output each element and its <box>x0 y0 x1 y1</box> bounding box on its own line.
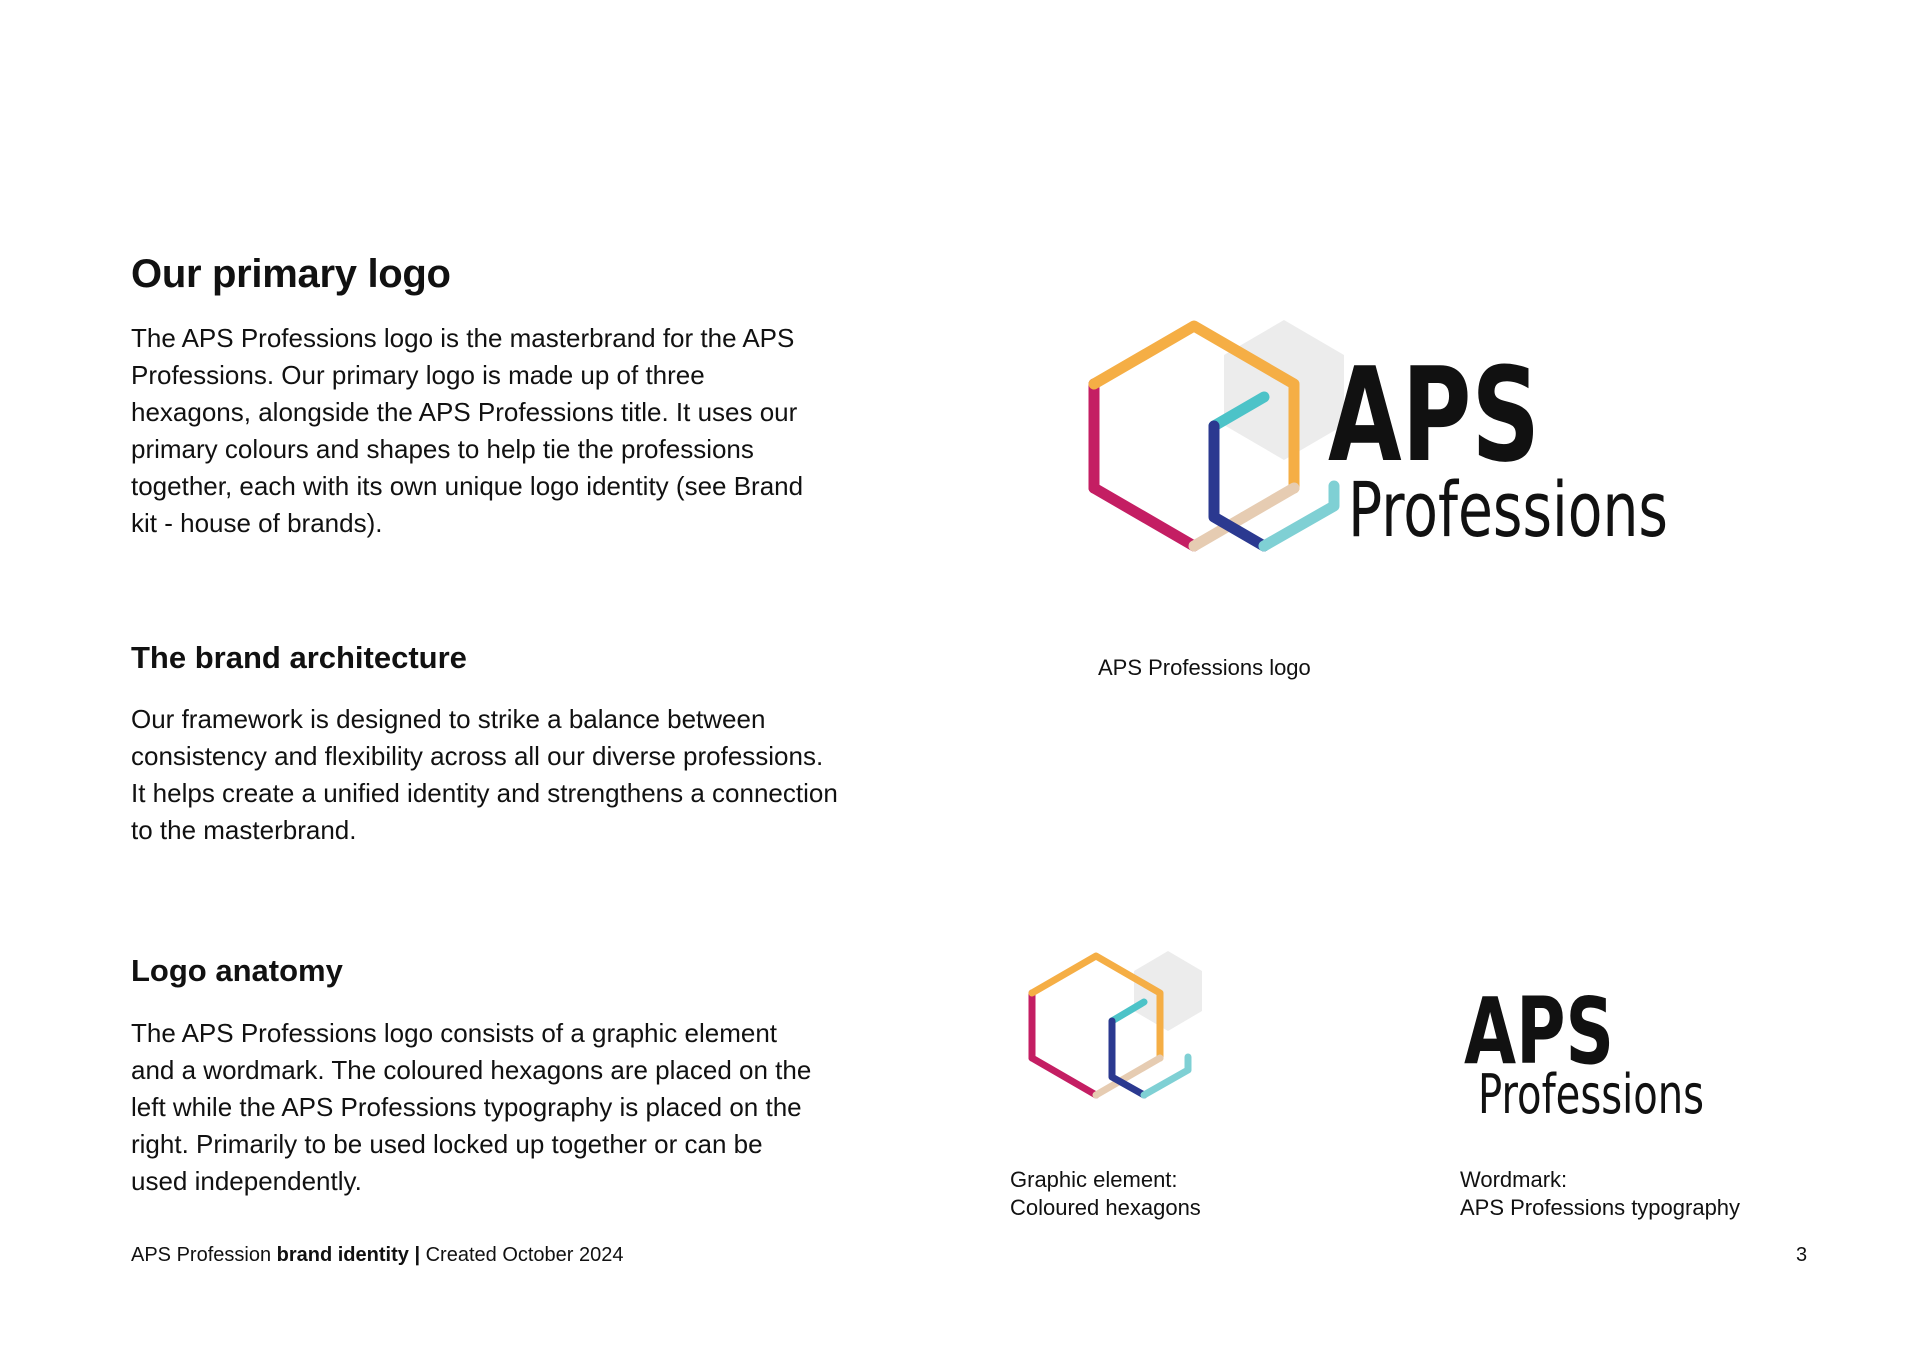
wordmark-aps: APS <box>1328 339 1540 491</box>
footer-brand: APS Profession <box>131 1244 272 1266</box>
main-logo-caption: APS Professions logo <box>1098 655 1311 680</box>
brand-architecture-heading: The brand architecture <box>131 640 467 675</box>
brand-architecture-paragraph: Our framework is designed to strike a balance between consistency and flexibility across all our diverse professions. It helps create a unified identity and strengthens a connection to the masterbrand. <box>131 704 838 845</box>
wordmark-small-professions: Professions <box>1478 1063 1704 1126</box>
footer-created-date: Created October 2024 <box>425 1244 624 1266</box>
footer-separator: | <box>414 1244 421 1266</box>
aps-professions-logo <box>1080 310 1680 570</box>
magenta-edge-bottom <box>1094 488 1194 546</box>
beige-edge-2 <box>1244 488 1294 517</box>
footer-brand-identity: brand identity <box>276 1244 409 1266</box>
wordmark <box>1460 975 1720 1125</box>
primary-logo-paragraph: The APS Professions logo is the masterbrand for the APS Professions. Our primary logo is made up of three hexagons, alongside the APS Professions title. It uses our primary colours and shapes to help tie the professions together, each with its own unique logo identity (see Brand kit - house of brands). <box>131 323 804 538</box>
wordmark-small-aps: APS <box>1464 978 1614 1085</box>
footer-text <box>131 1244 624 1267</box>
graphic-element-caption-line1: Graphic element: <box>1010 1167 1178 1192</box>
wordmark-caption-line2: APS Professions typography <box>1460 1195 1741 1220</box>
wordmark-caption-line1: Wordmark: <box>1460 1167 1568 1192</box>
hexagon-graphic <box>1094 320 1344 546</box>
wordmark-caption <box>1460 1166 1740 1222</box>
graphic-element-caption <box>1010 1166 1201 1222</box>
logo-anatomy-paragraph: The APS Professions logo consists of a graphic element and a wordmark. The coloured hexagons are placed on the left while the APS Professions typography is placed on the right. Primarily to be used locked up together or can be used independently. <box>131 1018 812 1196</box>
page-number: 3 <box>1796 1244 1808 1266</box>
wordmark-professions: Professions <box>1348 465 1668 554</box>
logo-svg <box>1080 310 1680 570</box>
wordmark-svg <box>1460 975 1720 1125</box>
grey-hexagon <box>1224 320 1344 460</box>
graphic-element <box>1020 945 1210 1115</box>
magenta-edge-small-bottom <box>1032 1058 1096 1095</box>
graphic-element-svg <box>1020 945 1210 1115</box>
logo-anatomy-heading: Logo anatomy <box>131 953 343 988</box>
primary-logo-heading: Our primary logo <box>131 252 451 296</box>
graphic-element-caption-line2: Coloured hexagons <box>1010 1195 1201 1220</box>
grey-hexagon-small <box>1134 951 1202 1031</box>
